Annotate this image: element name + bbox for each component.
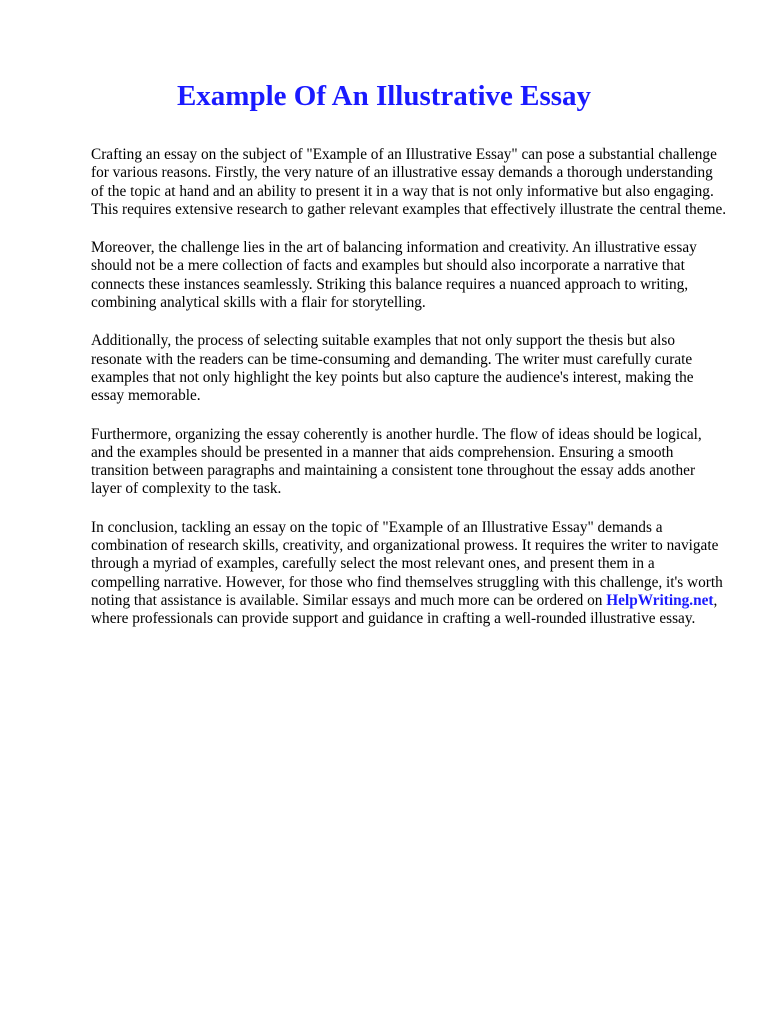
conclusion-text-after-link: , where professionals can provide support and guidance in crafting a well-rounded illustrative essay. — [91, 591, 718, 628]
paragraph-2: Moreover, the challenge lies in the art of balancing information and creativity. An illustrative essay should not be a mere collection of facts and examples but should also incorporate a narrative that connects these instances seamlessly. Striking this balance requires a nuanced approach to writing, combining analytical skills with a flair for storytelling. — [91, 239, 697, 312]
document-title: Example Of An Illustrative Essay — [176, 80, 592, 112]
paragraph-1: Crafting an essay on the subject of "Example of an Illustrative Essay" can pose a substantial challenge for various reasons. Firstly, the very nature of an illustrative essay demands a thorough understanding of the topic at hand and an ability to present it in a way that is not only informative but also engaging. This requires extensive research to gather relevant examples that effectively illustrate the central theme. — [91, 146, 727, 218]
helpwriting-link[interactable]: HelpWriting.net — [606, 591, 714, 609]
paragraph-4: Furthermore, organizing the essay coherently is another hurdle. The flow of ideas should be logical, and the examples should be presented in a manner that aids comprehension. Ensuring a smooth transition between paragraphs and maintaining a consistent tone throughout the essay adds another layer of complexity to the task. — [91, 425, 702, 498]
conclusion-paragraph — [91, 519, 727, 629]
paragraph-3: Additionally, the process of selecting suitable examples that not only support the thesis but also resonate with the readers can be time-consuming and demanding. The writer must carefully curate examples that not only highlight the key points but also capture the audience's interest, making the essay memorable. — [91, 332, 694, 405]
conclusion-text-before-link: In conclusion, tackling an essay on the topic of "Example of an Illustrative Essay" demands a combination of research skills, creativity, and organizational prowess. It requires the writer to navigate through a myriad of examples, carefully select the most relevant ones, and present them in a compelling narrative. However, for those who find themselves struggling with this challenge, it's worth noting that assistance is available. Similar essays and much more can be ordered on — [91, 518, 723, 609]
document-body — [91, 146, 727, 649]
